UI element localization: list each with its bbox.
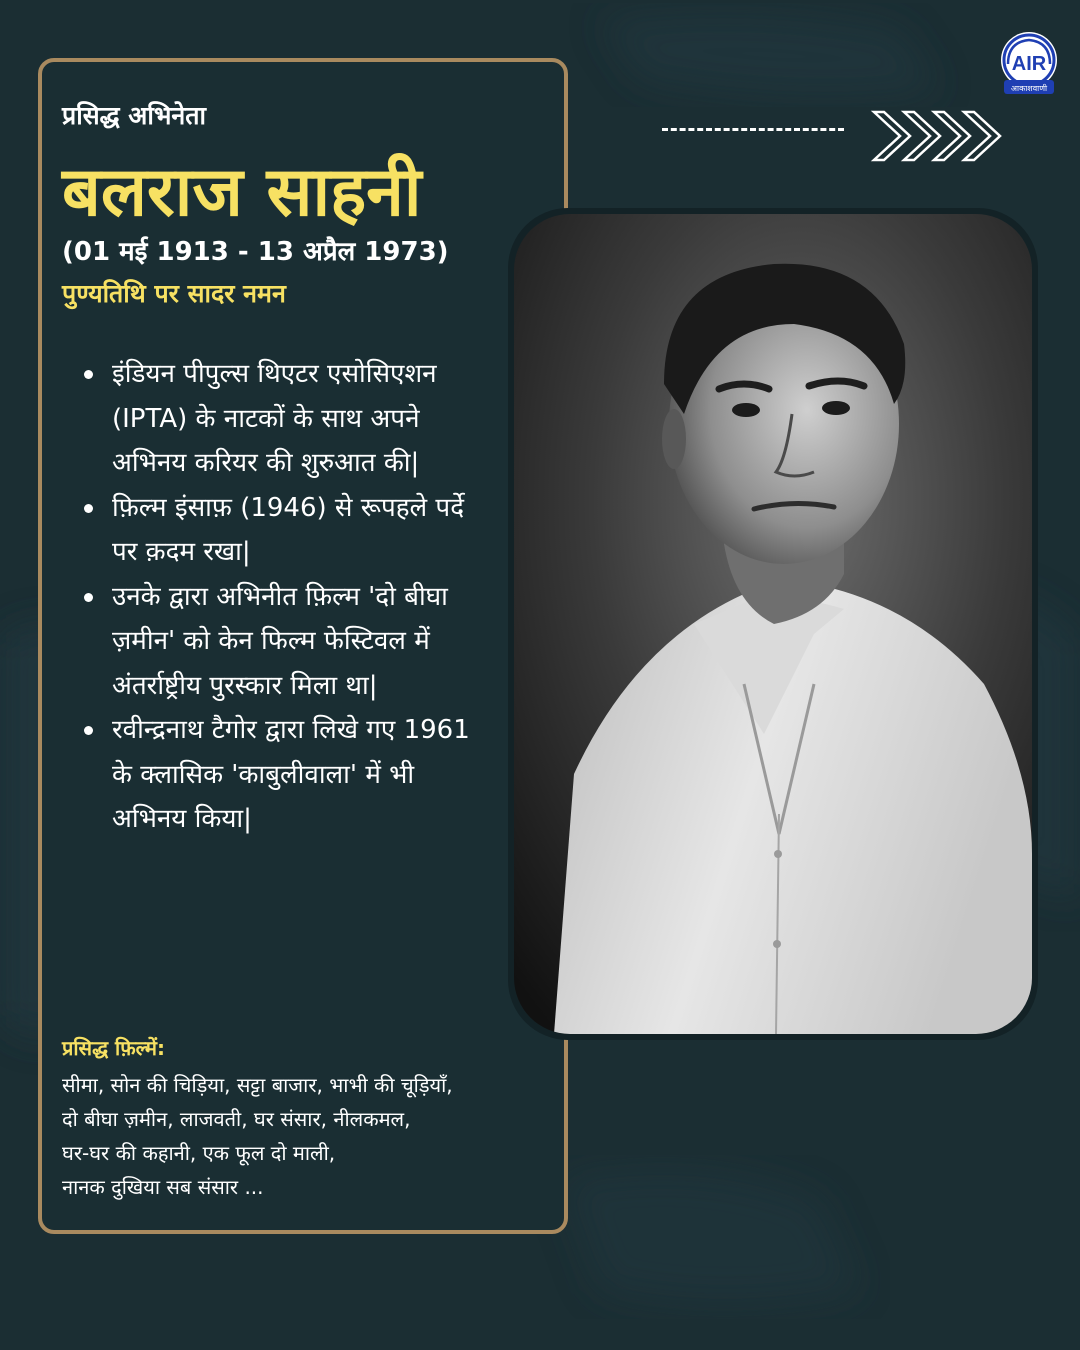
- dashed-divider: [662, 128, 844, 131]
- bullet-item: रवीन्द्रनाथ टैगोर द्वारा लिखे गए 1961 के क्लासिक 'काबुलीवाला' में भी अभिनय किया|: [112, 708, 478, 842]
- films-line: सीमा, सोन की चिड़िया, सट्टा बाजार, भाभी की चूड़ियाँ,: [62, 1073, 453, 1097]
- films-heading: प्रसिद्ध फ़िल्में:: [62, 1036, 165, 1060]
- air-logo-icon: [994, 30, 1064, 96]
- logo-caption: आकाशवाणी: [1010, 84, 1048, 93]
- life-dates: (01 मई 1913 - 13 अप्रैल 1973): [62, 237, 449, 267]
- chevrons-right-icon: [870, 108, 1002, 164]
- films-line: नानक दुखिया सब संसार ...: [62, 1175, 264, 1199]
- portrait-illustration: [514, 214, 1032, 1034]
- photo-frame: [508, 208, 1038, 1040]
- bullet-item: उनके द्वारा अभिनीत फ़िल्म 'दो बीघा ज़मीन' को केन फिल्म फेस्टिवल में अंतर्राष्ट्रीय पुरस्कार मिला था|: [112, 575, 478, 709]
- kicker-label: प्रसिद्ध अभिनेता: [62, 101, 207, 130]
- logo-letters: AIR: [1011, 53, 1047, 75]
- tribute-line: पुण्यतिथि पर सादर नमन: [62, 279, 286, 308]
- films-line: घर-घर की कहानी, एक फूल दो माली,: [62, 1141, 336, 1165]
- person-name: बलराज साहनी: [62, 153, 422, 232]
- info-card: [38, 58, 568, 1234]
- portrait-photo: [514, 214, 1032, 1034]
- bullet-item: इंडियन पीपुल्स थिएटर एसोसिएशन (IPTA) के नाटकों के साथ अपने अभिनय करियर की शुरुआत की|: [112, 352, 478, 486]
- films-list: [62, 1068, 548, 1204]
- bullet-list: [78, 352, 478, 842]
- bullet-item: फ़िल्म इंसाफ़ (1946) से रूपहले पर्दे पर क़दम रखा|: [112, 486, 478, 575]
- films-line: दो बीघा ज़मीन, लाजवती, घर संसार, नीलकमल,: [62, 1107, 411, 1131]
